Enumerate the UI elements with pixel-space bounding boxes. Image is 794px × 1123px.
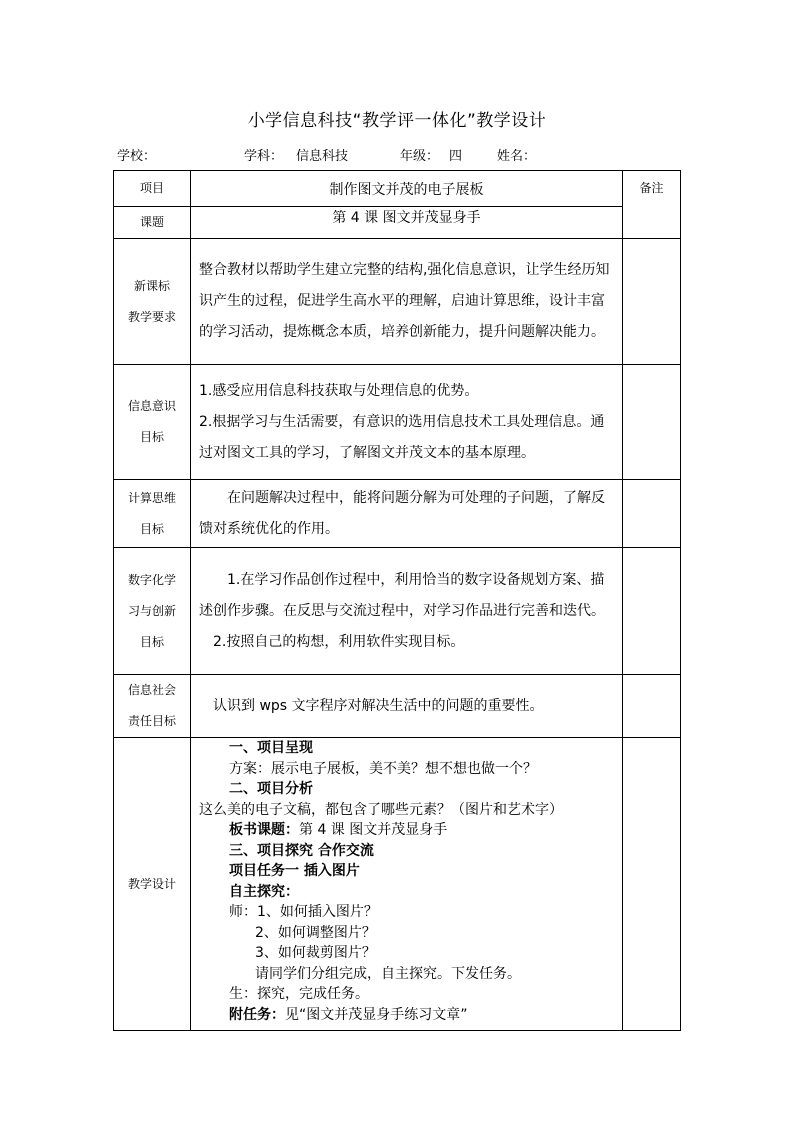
notes-header: 备注 <box>639 181 664 195</box>
design-line: 方案：展示电子展板，美不美？想不想也做一个？ <box>229 760 537 777</box>
curriculum-label: 新课标 教学要求 <box>114 239 191 365</box>
design-line-bold: 附任务： <box>229 1006 285 1023</box>
computational-text: 在问题解决过程中，能将问题分解为可处理的子问题，了解反馈对系统优化的作用。 <box>191 480 623 548</box>
table-row <box>114 171 681 207</box>
table-row <box>114 207 681 239</box>
table-row <box>114 480 681 548</box>
design-line-bold: 板书课题： <box>229 822 299 838</box>
info-awareness-label: 信息意识 目标 <box>114 365 191 480</box>
notes-cell <box>623 548 681 675</box>
design-line: 师：1、如何插入图片？ <box>229 904 378 920</box>
social-responsibility-text: 认识到 wps 文字程序对解决生活中的问题的重要性。 <box>191 675 623 738</box>
design-line: 自主探究： <box>229 883 299 900</box>
design-line: 3、如何裁剪图片？ <box>255 945 376 961</box>
subject-value: 信息科技 <box>296 149 349 164</box>
design-line-rest: 第 4 课 图文并茂显身手 <box>299 822 448 838</box>
table-row <box>114 738 681 1031</box>
document-title: 小学信息科技“教学评一体化”教学设计 <box>247 111 547 131</box>
lesson-label: 课题 <box>114 207 191 239</box>
lesson-plan-table <box>113 170 681 1031</box>
design-line: 这么美的电子文稿，都包含了哪些元素？（图片和艺术字） <box>199 801 563 818</box>
design-line <box>199 820 618 841</box>
school-label: 学校： <box>117 149 157 164</box>
info-awareness-line-1: 1.感受应用信息科技获取与处理信息的优势。 <box>199 382 479 399</box>
design-line-rest: 见“图文并茂显身手练习文章” <box>285 1006 468 1023</box>
curriculum-text: 整合教材以帮助学生建立完整的结构,强化信息意识，让学生经历知识产生的过程，促进学生高水平的理解，启迪计算思维，设计丰富的学习活动，提炼概念本质，培养创新能力，提升问题解决能力。 <box>191 239 623 365</box>
document-meta <box>0 145 794 165</box>
teaching-design-label: 教学设计 <box>114 738 191 1031</box>
notes-cell <box>623 365 681 480</box>
design-line <box>199 1005 618 1026</box>
design-line: 2、如何调整图片？ <box>255 924 376 941</box>
grade-label: 年级： <box>400 149 440 164</box>
info-awareness-content <box>191 365 623 480</box>
notes-cell <box>623 239 681 365</box>
grade-value: 四 <box>449 149 463 164</box>
table-row <box>114 548 681 675</box>
computational-label: 计算思维 目标 <box>114 480 191 548</box>
project-value: 制作图文并茂的电子展板 <box>191 171 623 207</box>
notes-cell <box>623 480 681 548</box>
social-responsibility-label: 信息社会 责任目标 <box>114 675 191 738</box>
teaching-design-content <box>191 738 623 1031</box>
design-line: 一、项目呈现 <box>229 740 313 756</box>
design-line: 二、项目分析 <box>229 781 313 797</box>
digital-line-1: 1.在学习作品创作过程中，利用恰当的数字设备规划方案、描述创作步骤。在反思与交流过程中，对学习作品进行完善和迭代。 <box>199 571 605 619</box>
notes-cell <box>623 171 681 239</box>
table-row <box>114 675 681 738</box>
digital-innovation-content <box>191 548 623 675</box>
notes-cell <box>623 738 681 1031</box>
digital-line-2: 2.按照自己的构想，利用软件实现目标。 <box>213 633 465 650</box>
table-row <box>114 239 681 365</box>
table-row <box>114 365 681 480</box>
info-awareness-line-2: 2.根据学习与生活需要，有意识的选用信息技术工具处理信息。通过对图文工具的学习，了解图文并茂文本的基本原理。 <box>199 413 605 461</box>
lesson-value: 第 4 课 图文并茂显身手 <box>191 207 623 239</box>
name-label: 姓名： <box>497 149 537 164</box>
subject-label: 学科： <box>244 149 284 164</box>
notes-cell <box>623 675 681 738</box>
design-line: 请同学们分组完成，自主探究。下发任务。 <box>255 965 521 982</box>
project-label: 项目 <box>114 171 191 207</box>
design-line: 项目任务一 插入图片 <box>229 863 360 879</box>
design-line: 三、项目探究 合作交流 <box>229 842 374 859</box>
design-line: 生：探究，完成任务。 <box>229 986 369 1002</box>
digital-innovation-label: 数字化学 习与创新 目标 <box>114 548 191 675</box>
